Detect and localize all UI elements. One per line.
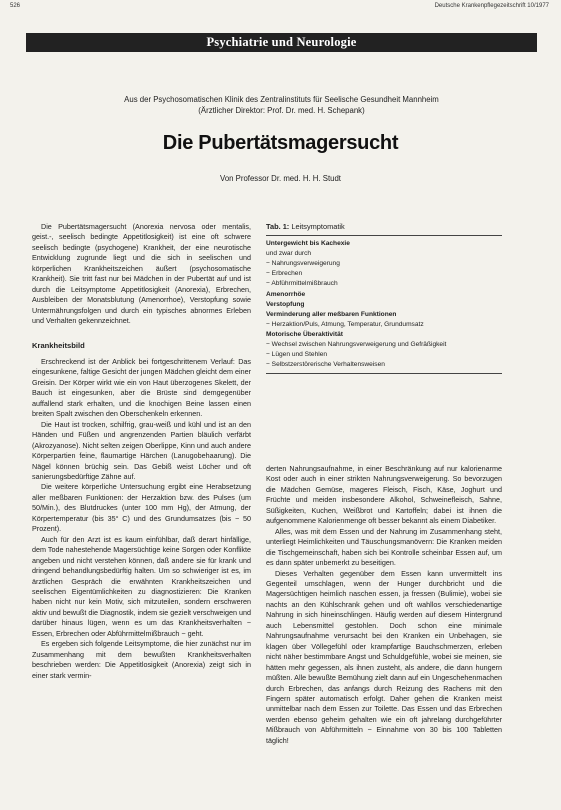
- table-row: Untergewicht bis Kachexie: [266, 240, 350, 248]
- symptom-table: [266, 222, 502, 374]
- body-paragraph: Alles, was mit dem Essen und der Nahrung im Zusammenhang steht, unterliegt Heimlichkeiten und Täuschungsmanövern: Die Kranken meiden die Tischgemeinschaft, haben sich bei Kontrolle scheinbar Essen auf, um es dann später unbemerkt zu beseitigen.: [266, 526, 502, 568]
- table-caption: [266, 222, 502, 232]
- body-paragraph: Die weitere körperliche Untersuchung ergibt eine Herabsetzung aller meßbaren Funktionen: der Herzaktion bzw. des Pulses (um 50/Min.), des Blutdruckes (unter 100 mm Hg), der Atmung, der Körpertemperatur (bis 35° C) und des Grundumsatzes (bis − 50 Prozent).: [32, 482, 251, 534]
- affiliation-line: (Ärztlicher Direktor: Prof. Dr. med. H. Schepank): [198, 106, 365, 115]
- running-head: [10, 3, 549, 14]
- article-title: Die Pubertätsmagersucht: [162, 132, 399, 154]
- table-row: − Selbstzerstörerische Verhaltensweisen: [266, 361, 385, 369]
- table-row: Verminderung aller meßbaren Funktionen: [266, 310, 397, 318]
- table-row: − Erbrechen: [266, 270, 303, 278]
- journal-name: Deutsche Krankenpflegezeitschrift 10/1977: [434, 3, 549, 9]
- section-heading: Krankheitsbild: [32, 340, 85, 350]
- article-author: Von Professor Dr. med. H. H. Studt: [220, 174, 341, 183]
- table-row: Verstopfung: [266, 300, 305, 308]
- left-column: [32, 222, 251, 681]
- right-column: [266, 464, 502, 746]
- affiliation: [30, 94, 533, 116]
- table-label: Tab. 1:: [266, 222, 290, 231]
- table-caption-text: Leitsymptomatik: [291, 222, 345, 231]
- body-paragraph: Dieses Verhalten gegenüber dem Essen kann unvermittelt ins Gegenteil umschlagen, wenn der Hunger durchbricht und die Magersüchtigen heimlich naschen essen, ja fressen (Bulimie), wobei sie nachts an den Kühlschrank gehen und oft wahllos verschiedenartige Nahrung in sich hineinschlingen. Häufig werden auf diesem Hintergrund auch Lebensmittel gestohlen. Doch schon eine minimale Nahrungsaufnahme verursacht bei den Kranken ein Unbehagen, sie klagen über Völlegefühl oder krampfartige Bauchschmerzen, erleben nicht näher bestimmbare Angst und Schuldgefühle, wobei sie meinen, sie hätten mehr gegessen, als ihnen zusteht, als andere, die dann hungern müßten. Alle bewußte Bemühung zielt dann auf ein Ungeschehenmachen durch Erbrechen, das anfangs durch Reizung des Rachens mit den Fingern später automatisch erfolgt. Daher gehen die Kranken meist unmittelbar nach dem Essen zur Toilette. Das Essen und das Erbrechen werden ebenso geheim gehalten wie ein oft jahrelang durchgeführter Mißbrauch von Abführmitteln − Einnahme von 30 bis 100 Tabletten täglich!: [266, 568, 502, 745]
- body-paragraph: Die Haut ist trocken, schilfrig, grau-weiß und kühl und ist an den Händen und Füßen und angrenzenden Partien bläulich verfärbt (Akrozyanose). Nicht selten zeigen Oberlippe, Kinn und auch andere Körperpartien feine, flaumartige Härchen (Lanugobehaarung). Die Nägel können brüchig sein. Das Gebiß weist Löcher und oft sanierungsbedürftige Zähne auf.: [32, 419, 251, 481]
- table-rows: [266, 239, 502, 370]
- table-row: − Abführmittelmißbrauch: [266, 280, 338, 288]
- table-row: Motorische Überaktivität: [266, 330, 343, 338]
- table-rule-top: [266, 235, 502, 236]
- section-banner: Psychiatrie und Neurologie: [26, 33, 537, 52]
- table-row: − Wechsel zwischen Nahrungsverweigerung und Gefräßigkeit: [266, 341, 447, 349]
- body-paragraph: Es ergeben sich folgende Leitsymptome, die hier zunächst nur im Zusammenhang mit dem bewußten Krankheitsverhalten beschrieben werden: Die Appetitlosigkeit (Anorexia) zeigt sich in einer stark vermin-: [32, 639, 251, 680]
- table-rule-bottom: [266, 373, 502, 374]
- table-row: − Nahrungsverweigerung: [266, 260, 340, 268]
- intro-paragraph: Die Pubertätsmagersucht (Anorexia nervosa oder mentalis, geist.-, seelisch bedingte Appetitlosigkeit) ist eine oft schwere seelisch bedingte (psychogene) Krankheit, der eine neurotische Entwicklung zugrunde liegt und die sich in seelischen und körperlichen Krankheitszeichen äußert (psychosomatische Krankheit). Sie tritt fast nur bei Mädchen in der Pubertät auf und ist durch die Leitsymptome Appetitlosigkeit (Anorexia), Erbrechen, Ausbleiben der Monatsblutung (Amenorrhoe), Verstopfung sowie Untermährungsfolgen und durch ein typisches abnormes Erleben und Verhalten gekennzeichnet.: [32, 222, 251, 326]
- table-row: Amenorrhöe: [266, 290, 306, 298]
- body-paragraph: derten Nahrungsaufnahme, in einer Beschränkung auf nur kalorienarme Kost oder auch in einer strikten Nahrungsverweigerung. So bevorzugen die Mädchen Gemüse, mageres Fleisch, Fisch, Käse, Joghurt und Früchte und meiden insbesondere Alkohol, Schweinefleisch, Sahne, Süßigkeiten, Kuchen, Weißbrot und Kartoffeln; dabei ist ihnen die aufgenommene Kalorienmenge oft besser bekannt als einem Diabetiker.: [266, 464, 502, 526]
- table-row: und zwar durch: [266, 250, 312, 258]
- affiliation-line: Aus der Psychosomatischen Klinik des Zentralinstituts für Seelische Gesundheit Mannheim: [124, 95, 439, 104]
- table-row: − Lügen und Stehlen: [266, 351, 328, 359]
- page-number: 526: [10, 3, 21, 9]
- body-paragraph: Auch für den Arzt ist es kaum einfühlbar, daß derart hinfällige, dem Tode nahestehende Magersüchtige keine Sorgen oder Konflikte angeben und nicht verstehen können, daß andere sie für krank und dringend behandlungsbedürftig halten. Um so schwieriger ist es, im ärztlichen Gespräch die erwähnten Krankheitszeichen und seelischen Eigentümlichkeiten zu diagnostizieren: Die Kranken haben nicht nur kein Motiv, sich mitzuteilen, sondern erschweren aktiv und bewußt die Diagnostik, indem sie gezielt verschweigen und darüber hinaus lügen, wenn es um das Krankheitsverhalten − Essen, Erbrechen oder Abführmittelmißbrauch − geht.: [32, 534, 251, 638]
- body-paragraph: Erschreckend ist der Anblick bei fortgeschrittenem Verlauf: Das eingesunkene, faltige Gesicht der jungen Mädchen gleicht dem einer Greisin. Der Körper wirkt wie ein von Haut überzogenes Skelett, der Bauch ist eingesunken, aber die Brüste sind demgegenüber auffallend stark erhalten, und die knochigen Beine lassen einen breiten Spalt zwischen den Oberschenkeln erkennen.: [32, 356, 251, 419]
- table-row: − Herzaktion/Puls, Atmung, Temperatur, Grundumsatz: [266, 320, 424, 328]
